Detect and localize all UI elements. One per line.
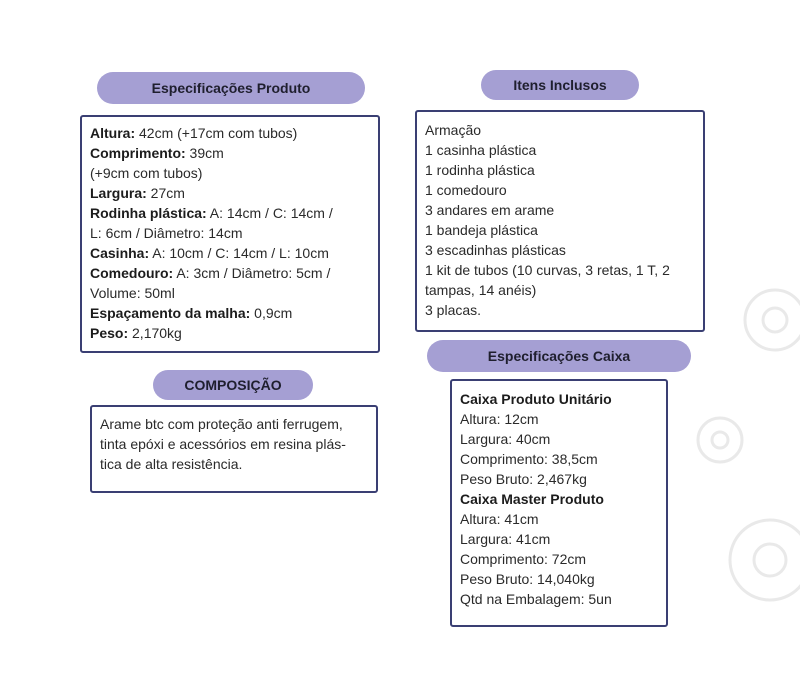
spec-line — [90, 303, 370, 323]
spec-value: A: 3cm / Diâmetro: 5cm / — [173, 265, 331, 281]
list-item: tampas, 14 anéis) — [425, 282, 537, 298]
caixa-line: Largura: 41cm — [460, 531, 551, 547]
spec-line — [90, 183, 370, 203]
produto-specs-box — [80, 115, 380, 353]
list-item: Armação — [425, 122, 482, 138]
spec-label: Largura: — [90, 185, 147, 201]
composicao-line: tinta epóxi e acessórios em resina plás- — [100, 436, 346, 452]
caixa-heading: Caixa Produto Unitário — [460, 391, 612, 407]
caixa-line: Qtd na Embalagem: 5un — [460, 591, 612, 607]
spec-line — [90, 203, 370, 223]
list-item: 3 escadinhas plásticas — [425, 242, 566, 258]
spec-line — [90, 223, 370, 243]
spec-value: Volume: 50ml — [90, 285, 175, 301]
caixa-line: Comprimento: 38,5cm — [460, 451, 598, 467]
spec-line — [90, 283, 370, 303]
list-item: 1 casinha plástica — [425, 142, 537, 158]
spec-label: Peso: — [90, 325, 129, 341]
spec-label: Rodinha plástica: — [90, 205, 207, 221]
spec-value: L: 6cm / Diâmetro: 14cm — [90, 225, 243, 241]
spec-label: Altura: — [90, 125, 136, 141]
caixa-heading: Caixa Master Produto — [460, 491, 604, 507]
spec-line — [90, 163, 370, 183]
spec-value: 39cm — [185, 145, 224, 161]
caixa-line: Comprimento: 72cm — [460, 551, 587, 567]
itens-box — [415, 110, 705, 332]
caixa-line: Altura: 12cm — [460, 411, 539, 427]
caixa-line: Largura: 40cm — [460, 431, 551, 447]
list-item: 1 comedouro — [425, 182, 507, 198]
spec-value: (+9cm com tubos) — [90, 165, 203, 181]
composicao-line: tica de alta resistência. — [100, 456, 243, 472]
spec-value: 0,9cm — [250, 305, 293, 321]
spec-label: Casinha: — [90, 245, 150, 261]
spec-label: Comedouro: — [90, 265, 174, 281]
spec-line — [90, 323, 370, 343]
list-item: 1 rodinha plástica — [425, 162, 535, 178]
section-title-itens: Itens Inclusos — [481, 70, 639, 100]
spec-label: Espaçamento da malha: — [90, 305, 251, 321]
spec-line — [90, 143, 370, 163]
caixa-line: Altura: 41cm — [460, 511, 539, 527]
section-title-produto: Especificações Produto — [97, 72, 365, 104]
spec-value: A: 14cm / C: 14cm / — [206, 205, 333, 221]
list-item: 1 bandeja plástica — [425, 222, 538, 238]
section-title-caixa: Especificações Caixa — [427, 340, 691, 372]
composicao-box — [90, 405, 378, 493]
spec-value: 2,170kg — [128, 325, 182, 341]
spec-line — [90, 123, 370, 143]
list-item: 1 kit de tubos (10 curvas, 3 retas, 1 T, 2 — [425, 262, 670, 278]
composicao-line: Arame btc com proteção anti ferrugem, — [100, 416, 343, 432]
caixa-line: Peso Bruto: 2,467kg — [460, 471, 587, 487]
section-title-composicao: COMPOSIÇÃO — [153, 370, 313, 400]
caixa-line: Peso Bruto: 14,040kg — [460, 571, 595, 587]
spec-value: A: 10cm / C: 14cm / L: 10cm — [149, 245, 329, 261]
spec-line — [90, 243, 370, 263]
spec-label: Comprimento: — [90, 145, 186, 161]
list-item: 3 placas. — [425, 302, 482, 318]
list-item: 3 andares em arame — [425, 202, 555, 218]
spec-line — [90, 263, 370, 283]
spec-value: 42cm (+17cm com tubos) — [135, 125, 298, 141]
caixa-box — [450, 379, 668, 627]
spec-value: 27cm — [146, 185, 185, 201]
